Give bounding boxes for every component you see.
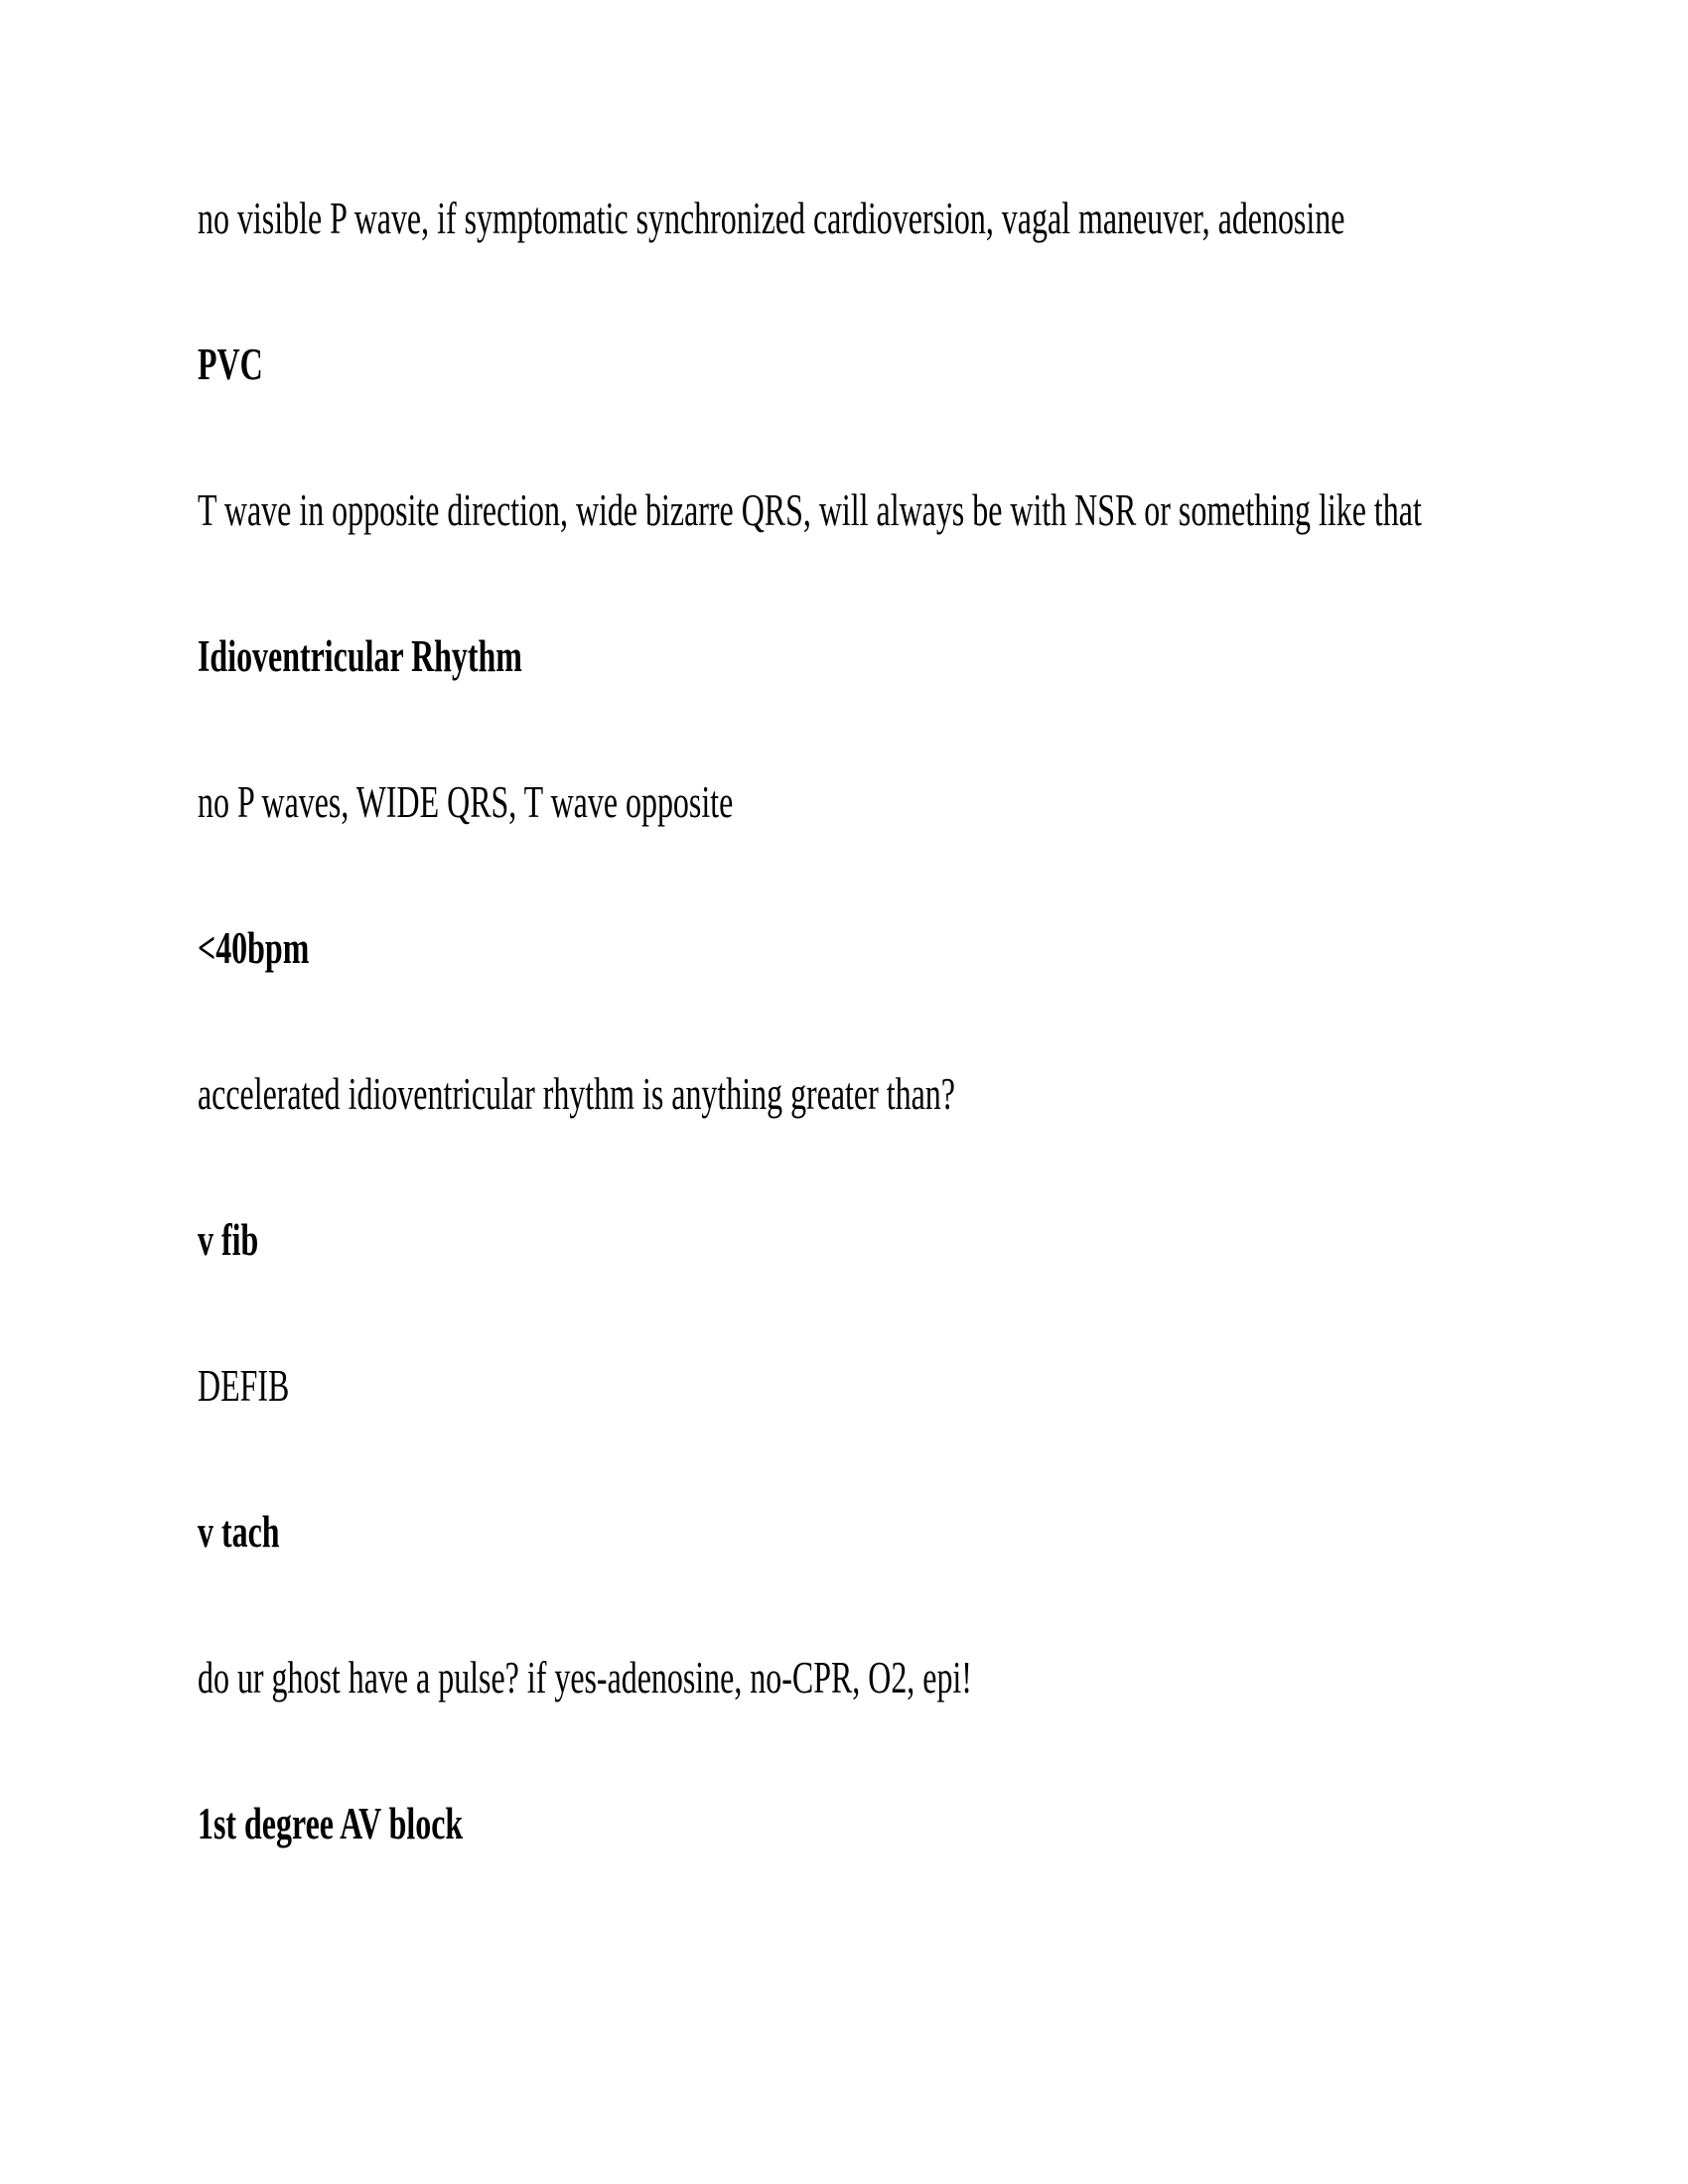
term-heading: 1st degree AV block <box>198 1799 464 1848</box>
definition-text: T wave in opposite direction, wide bizarre QRS, will always be with NSR or something like that <box>198 485 1422 535</box>
definition-text: no visible P wave, if symptomatic synchronized cardioversion, vagal maneuver, adenosine <box>198 194 1345 243</box>
term-heading: v fib <box>198 1215 259 1265</box>
term-heading: Idioventricular Rhythm <box>198 631 522 681</box>
term-heading: PVC <box>198 340 263 389</box>
term-heading: <40bpm <box>198 923 310 973</box>
definition-text: no P waves, WIDE QRS, T wave opposite <box>198 777 734 827</box>
term-heading: v tach <box>198 1507 280 1557</box>
definition-text: do ur ghost have a pulse? if yes-adenosine, no-CPR, O2, epi! <box>198 1653 972 1703</box>
definition-text: DEFIB <box>198 1361 290 1411</box>
definition-text: accelerated idioventricular rhythm is anything greater than? <box>198 1069 955 1119</box>
